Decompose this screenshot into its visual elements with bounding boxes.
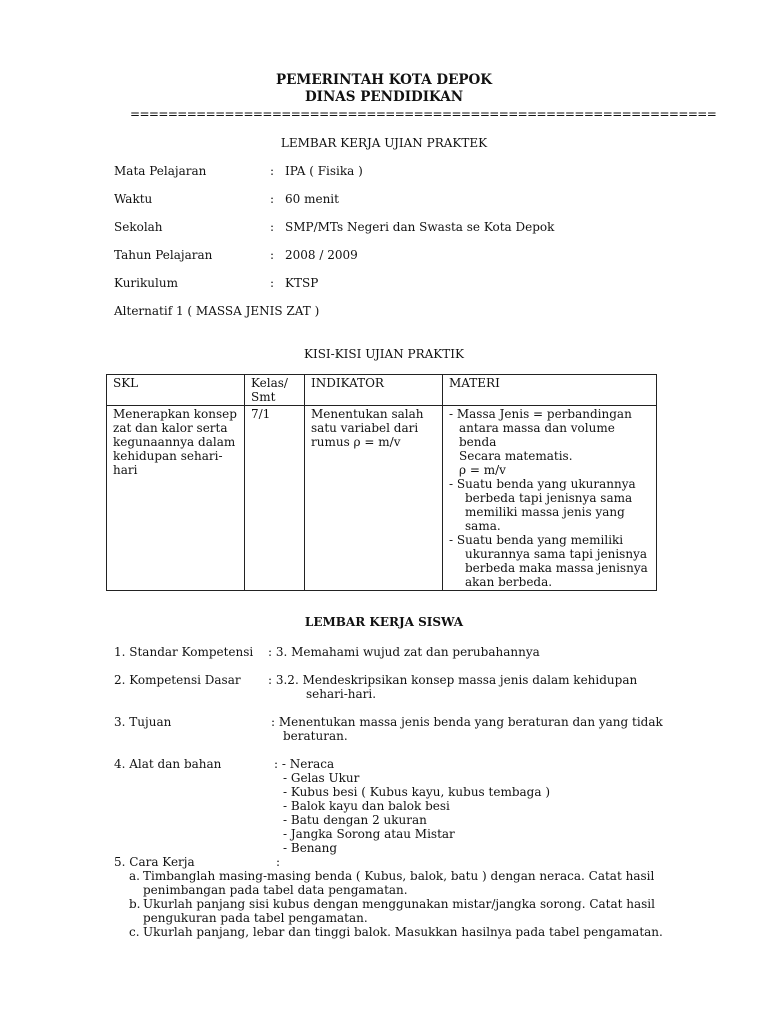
cell-skl: Menerapkan konsep zat dan kalor serta kegunaannya dalam kehidupan sehari- hari — [107, 406, 245, 591]
header-rule: ============================================================== — [130, 107, 717, 121]
sk-value: : 3. Memahami wujud zat dan perubahannya — [268, 645, 540, 659]
tujuan-value-line-2: beraturan. — [283, 729, 348, 743]
info-colon: : — [270, 248, 275, 262]
table-header-row — [107, 375, 657, 406]
info-value-mata-pelajaran: IPA ( Fisika ) — [285, 164, 363, 178]
info-colon: : — [270, 192, 275, 206]
info-value-tahun-pelajaran: 2008 / 2009 — [285, 248, 358, 262]
header-line-2: DINAS PENDIDIKAN — [304, 89, 464, 105]
info-value-kurikulum: KTSP — [285, 276, 319, 290]
header-indikator: INDIKATOR — [305, 375, 443, 406]
step-text: Ukurlah panjang sisi kubus dengan menggunakan mistar/jangka sorong. Catat hasil — [143, 897, 655, 911]
header-materi: MATERI — [443, 375, 657, 406]
alat-item: : - Neraca — [274, 757, 335, 771]
tujuan-value-line-1: : Menentukan massa jenis benda yang beraturan dan yang tidak — [271, 715, 663, 729]
info-colon: : — [270, 164, 275, 178]
sk-label: 1. Standar Kompetensi — [114, 645, 254, 659]
step-letter: c. — [129, 925, 140, 939]
header-line-1: PEMERINTAH KOTA DEPOK — [275, 72, 493, 88]
kd-value-line-1: : 3.2. Mendeskripsikan konsep massa jenis dalam kehidupan — [268, 673, 638, 687]
cell-indikator: Menentukan salah satu variabel dari rumus ρ = m/v — [305, 406, 443, 591]
step-text: pengukuran pada tabel pengamatan. — [143, 911, 368, 925]
alat-label: 4. Alat dan bahan — [114, 757, 222, 771]
header-skl: SKL — [107, 375, 245, 406]
alat-item: - Gelas Ukur — [283, 771, 360, 785]
info-colon: : — [270, 276, 275, 290]
kd-label: 2. Kompetensi Dasar — [114, 673, 241, 687]
cell-kelas: 7/1 — [245, 406, 305, 591]
kisi-table — [106, 374, 657, 591]
kisi-title: KISI-KISI UJIAN PRAKTIK — [304, 347, 464, 361]
step-text: penimbangan pada tabel data pengamatan. — [143, 883, 408, 897]
alat-item: - Jangka Sorong atau Mistar — [283, 827, 455, 841]
info-colon: : — [270, 220, 275, 234]
document-title: LEMBAR KERJA UJIAN PRAKTEK — [280, 136, 488, 150]
info-label-waktu: Waktu — [114, 192, 153, 206]
info-value-waktu: 60 menit — [285, 192, 339, 206]
alat-item: - Kubus besi ( Kubus kayu, kubus tembaga ) — [283, 785, 550, 799]
info-label-mata-pelajaran: Mata Pelajaran — [114, 164, 207, 178]
kd-value-line-2: sehari-hari. — [306, 687, 377, 701]
step-letter: b. — [129, 897, 141, 911]
step-text: Ukurlah panjang, lebar dan tinggi balok. Masukkan hasilnya pada tabel pengamatan. — [143, 925, 663, 939]
info-value-sekolah: SMP/MTs Negeri dan Swasta se Kota Depok — [285, 220, 555, 234]
alternatif-title: Alternatif 1 ( MASSA JENIS ZAT ) — [114, 304, 320, 318]
info-label-tahun-pelajaran: Tahun Pelajaran — [114, 248, 213, 262]
cara-kerja-label: 5. Cara Kerja — [114, 855, 195, 869]
cara-kerja-colon: : — [276, 855, 281, 869]
cell-materi: - Massa Jenis = perbandingan antara massa dan volume benda Secara matematis. ρ = m/v - Suatu benda yang ukurannya berbeda tapi jenisnya sama memiliki massa jenis yang sama. - Suatu benda yang memiliki ukurannya sama tapi jenisnya berbeda maka massa jenisnya akan berbeda. — [443, 406, 657, 591]
tujuan-label: 3. Tujuan — [114, 715, 172, 729]
info-label-kurikulum: Kurikulum — [114, 276, 178, 290]
info-label-sekolah: Sekolah — [114, 220, 163, 234]
alat-item: - Benang — [283, 841, 338, 855]
step-letter: a. — [129, 869, 140, 883]
step-text: Timbanglah masing-masing benda ( Kubus, balok, batu ) dengan neraca. Catat hasil — [143, 869, 655, 883]
table-row — [107, 406, 657, 591]
lks-title: LEMBAR KERJA SISWA — [304, 615, 464, 629]
header-kelas-smt: Kelas/ Smt — [245, 375, 305, 406]
alat-item: - Batu dengan 2 ukuran — [283, 813, 427, 827]
alat-item: - Balok kayu dan balok besi — [283, 799, 450, 813]
